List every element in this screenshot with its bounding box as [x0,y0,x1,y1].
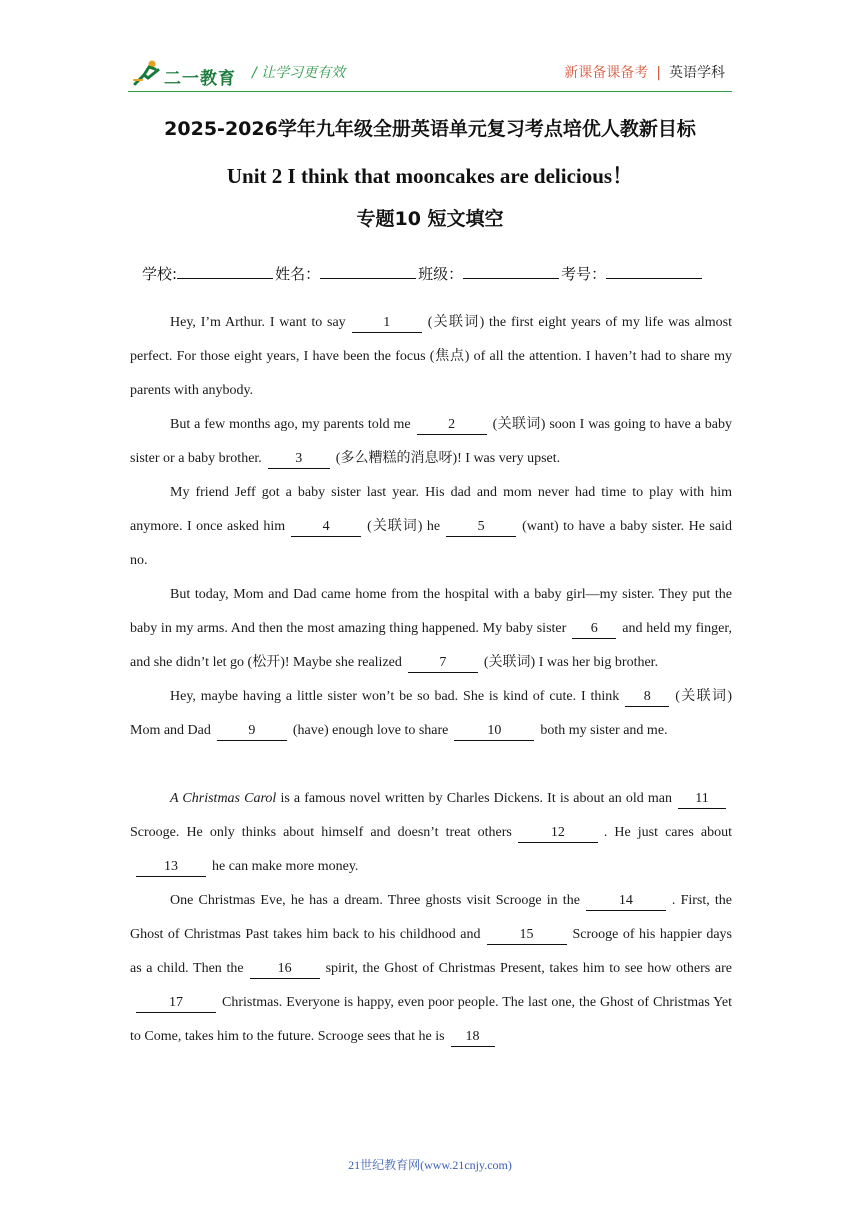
blank-8[interactable]: 8 [625,688,669,707]
text: . He just cares about [603,825,732,840]
text: Scrooge of his happier days as a child. Then the [130,927,732,976]
text: (want) to have a baby sister. He said no. [130,519,732,568]
paragraph [130,476,732,578]
blank-15[interactable]: 15 [487,926,567,945]
school-field[interactable] [177,262,273,279]
text: is a famous novel written by Charles Dickens. It is about an old man [280,791,673,806]
blank-4[interactable]: 4 [291,518,361,537]
number-label: 考号： [561,265,607,283]
passages [130,306,732,1054]
text: both my sister and me. [540,723,668,738]
text: My friend Jeff got a baby sister last year. His dad and mom never had time to play with him anymore. I once asked him [130,485,732,534]
blank-6[interactable]: 6 [572,620,616,639]
blank-16[interactable]: 16 [250,960,320,979]
blank-7[interactable]: 7 [408,654,478,673]
blank-10[interactable]: 10 [454,722,534,741]
novel-title: A Christmas Carol [170,791,277,806]
paragraph [130,782,732,884]
subject-label [564,62,725,82]
text: (关联词) Mom and Dad [130,689,732,738]
blank-3[interactable]: 3 [268,450,330,469]
class-label: 班级： [418,265,464,283]
text: Scrooge. He only thinks about himself and doesn’t treat others [130,825,512,840]
blank-17[interactable]: 17 [136,994,216,1013]
blank-9[interactable]: 9 [217,722,287,741]
text: Hey, maybe having a little sister won’t be so bad. She is kind of cute. I think [170,689,620,704]
text: he can make more money. [212,859,359,874]
blank-11[interactable]: 11 [678,790,726,809]
page-footer: 21世纪教育网(www.21cnjy.com) [348,1158,512,1172]
blank-13[interactable]: 13 [136,858,206,877]
blank-5[interactable]: 5 [446,518,516,537]
text: But today, Mom and Dad came home from the hospital with a baby girl—my sister. They put the baby in my arms. And then the most amazing thing happened. My baby sister [130,587,732,636]
text: Hey, I’m Arthur. I want to say [170,315,346,330]
slogan: / 让学习更有效 [252,65,346,81]
logo-text: 二一教育 [164,69,236,88]
topic-title: 专题10 短文填空 [356,208,504,230]
subject-name: 英语学科 [669,65,725,81]
text: spirit, the Ghost of Christmas Present, takes him to see how others are [325,961,732,976]
paragraph [130,306,732,408]
text: . First, the Ghost of Christmas Past takes him back to his childhood and [130,893,733,942]
blank-2[interactable]: 2 [417,416,487,435]
class-field[interactable] [463,262,559,279]
number-field[interactable] [606,262,702,279]
student-info-line [142,262,704,284]
doc-title: 2025-2026学年九年级全册英语单元复习考点培优人教新目标 [164,118,696,140]
blank-14[interactable]: 14 [586,892,666,911]
text: (have) enough love to share [292,723,449,738]
text: and held my finger, and she didn’t let go (松开)! Maybe she realized [130,621,732,670]
text: (关联词) soon I was going to have a baby sister or a baby brother. [130,417,732,466]
blank-12[interactable]: 12 [518,824,598,843]
text: (多么糟糕的消息呀)! I was very upset. [335,451,561,466]
header-separator: | [656,65,661,81]
brand-logo [132,58,242,88]
text: But a few months ago, my parents told me [170,417,411,432]
school-label: 学校: [142,265,178,283]
unit-title: Unit 2 I think that mooncakes are delicious！ [226,164,634,188]
blank-18[interactable]: 18 [451,1028,495,1047]
paragraph [130,680,732,748]
blank-1[interactable]: 1 [352,314,422,333]
name-field[interactable] [320,262,416,279]
paragraph [130,408,732,476]
text: Christmas. Everyone is happy, even poor people. The last one, the Ghost of Christmas Yet to Come, takes him to the future. Scrooge sees that he is [130,995,732,1044]
paragraph [130,578,732,680]
runner-logo-icon [132,58,162,88]
paragraph [130,884,732,1054]
name-label: 姓名： [275,265,321,283]
text: (关联词) I was her big brother. [483,655,659,670]
header-rule [128,91,732,92]
text: (关联词) he [367,519,441,534]
text: (关联词) the first eight years of my life was almost perfect. For those eight years, I have been the focus (焦点) of all the attention. I haven’t had to share my parents with anybody. [130,315,732,398]
text: One Christmas Eve, he has a dream. Three ghosts visit Scrooge in the [170,893,580,908]
course-label: 新课备课备考 [564,65,649,81]
page-header [0,0,860,100]
